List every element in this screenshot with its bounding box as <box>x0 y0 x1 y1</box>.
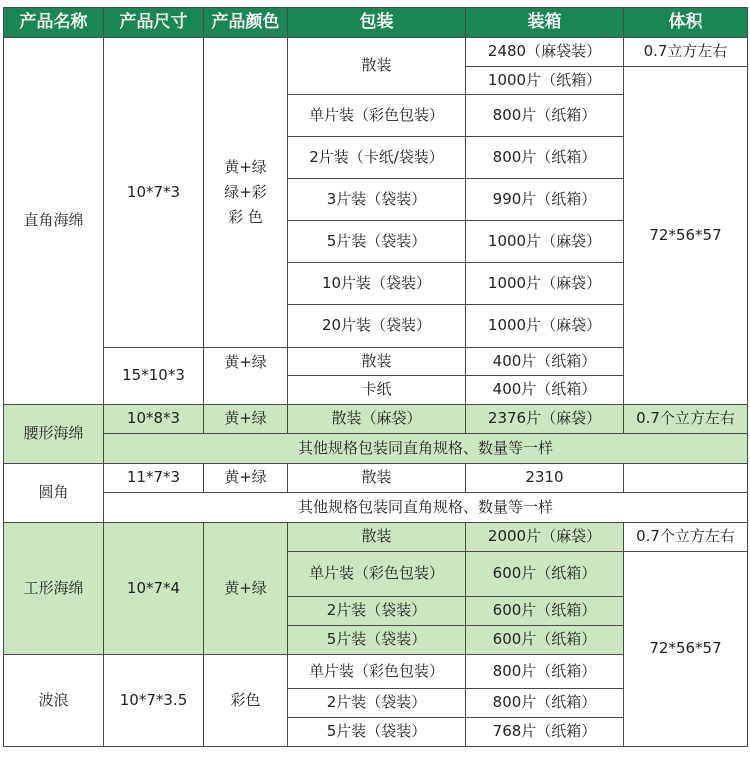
product-color-cell: 黄+绿 <box>204 405 288 434</box>
packaging-cell: 10片装（袋装） <box>288 263 466 305</box>
product-color-cell: 彩色 <box>204 655 288 747</box>
boxing-cell: 1000片（纸箱） <box>466 67 624 95</box>
packaging-cell: 散装（麻袋） <box>288 405 466 434</box>
note-cell: 其他规格包装同直角规格、数量等一样 <box>104 493 748 523</box>
color-line: 彩 色 <box>228 207 263 226</box>
color-line: 绿+彩 <box>224 183 267 202</box>
header-packaging: 包装 <box>288 8 466 38</box>
product-name-cell: 圆角 <box>4 464 104 523</box>
boxing-cell: 600片（纸箱） <box>466 597 624 626</box>
product-name-cell: 工形海绵 <box>4 523 104 655</box>
table-row <box>4 523 748 552</box>
header-volume: 体积 <box>624 8 748 38</box>
product-color-cell: 黄+绿 <box>204 523 288 655</box>
packaging-cell: 单片装（彩色包装） <box>288 95 466 137</box>
packaging-cell: 散装 <box>288 523 466 552</box>
table-row <box>4 38 748 67</box>
boxing-cell: 1000片（麻袋） <box>466 221 624 263</box>
boxing-cell: 2000片（麻袋） <box>466 523 624 552</box>
boxing-cell: 768片（纸箱） <box>466 718 624 747</box>
packaging-cell: 散装 <box>288 38 466 95</box>
boxing-cell: 800片（纸箱） <box>466 655 624 689</box>
header-product-size: 产品尺寸 <box>104 8 204 38</box>
volume-cell: 0.7个立方左右 <box>624 523 748 552</box>
volume-cell <box>624 464 748 493</box>
product-size-cell: 10*7*3 <box>104 38 204 348</box>
product-color-cell: 黄+绿 <box>204 464 288 493</box>
product-size-cell: 11*7*3 <box>104 464 204 493</box>
packaging-cell: 5片装（袋装） <box>288 221 466 263</box>
product-packing-table <box>3 7 748 747</box>
boxing-cell: 600片（纸箱） <box>466 626 624 655</box>
header-product-name: 产品名称 <box>4 8 104 38</box>
table-row <box>4 405 748 434</box>
packaging-cell: 5片装（袋装） <box>288 718 466 747</box>
header-row <box>4 8 748 38</box>
boxing-cell: 1000片（麻袋） <box>466 305 624 348</box>
packaging-cell: 单片装（彩色包装） <box>288 655 466 689</box>
boxing-cell: 990片（纸箱） <box>466 179 624 221</box>
boxing-cell: 400片（纸箱） <box>466 376 624 405</box>
product-name-cell: 波浪 <box>4 655 104 747</box>
boxing-cell: 2376片（麻袋） <box>466 405 624 434</box>
packaging-cell: 卡纸 <box>288 376 466 405</box>
boxing-cell: 2480（麻袋装） <box>466 38 624 67</box>
packaging-cell: 单片装（彩色包装） <box>288 552 466 597</box>
table-row <box>4 464 748 493</box>
packaging-cell: 20片装（袋装） <box>288 305 466 348</box>
product-color-cell: 黄+绿 <box>204 348 288 405</box>
packaging-cell: 散装 <box>288 464 466 493</box>
product-color-cell <box>204 38 288 348</box>
packaging-cell: 2片装（卡纸/袋装） <box>288 137 466 179</box>
boxing-cell: 800片（纸箱） <box>466 689 624 718</box>
product-size-cell: 10*8*3 <box>104 405 204 434</box>
note-cell: 其他规格包装同直角规格、数量等一样 <box>104 434 748 464</box>
packaging-cell: 5片装（袋装） <box>288 626 466 655</box>
packaging-cell: 2片装（袋装） <box>288 597 466 626</box>
product-name-cell: 直角海绵 <box>4 38 104 405</box>
header-boxing: 装箱 <box>466 8 624 38</box>
product-name-cell: 腰形海绵 <box>4 405 104 464</box>
product-size-cell: 10*7*3.5 <box>104 655 204 747</box>
packaging-cell: 散装 <box>288 348 466 376</box>
volume-cell: 0.7个立方左右 <box>624 405 748 434</box>
product-size-cell: 15*10*3 <box>104 348 204 405</box>
boxing-cell: 600片（纸箱） <box>466 552 624 597</box>
header-product-color: 产品颜色 <box>204 8 288 38</box>
color-line: 黄+绿 <box>224 158 267 177</box>
table-row <box>4 493 748 523</box>
boxing-cell: 2310 <box>466 464 624 493</box>
product-size-cell: 10*7*4 <box>104 523 204 655</box>
packaging-cell: 3片装（袋装） <box>288 179 466 221</box>
boxing-cell: 800片（纸箱） <box>466 137 624 179</box>
volume-cell: 72*56*57 <box>624 552 748 747</box>
table-row <box>4 434 748 464</box>
boxing-cell: 1000片（麻袋） <box>466 263 624 305</box>
packaging-cell: 2片装（袋装） <box>288 689 466 718</box>
boxing-cell: 400片（纸箱） <box>466 348 624 376</box>
volume-cell: 0.7立方左右 <box>624 38 748 67</box>
boxing-cell: 800片（纸箱） <box>466 95 624 137</box>
volume-cell: 72*56*57 <box>624 67 748 405</box>
